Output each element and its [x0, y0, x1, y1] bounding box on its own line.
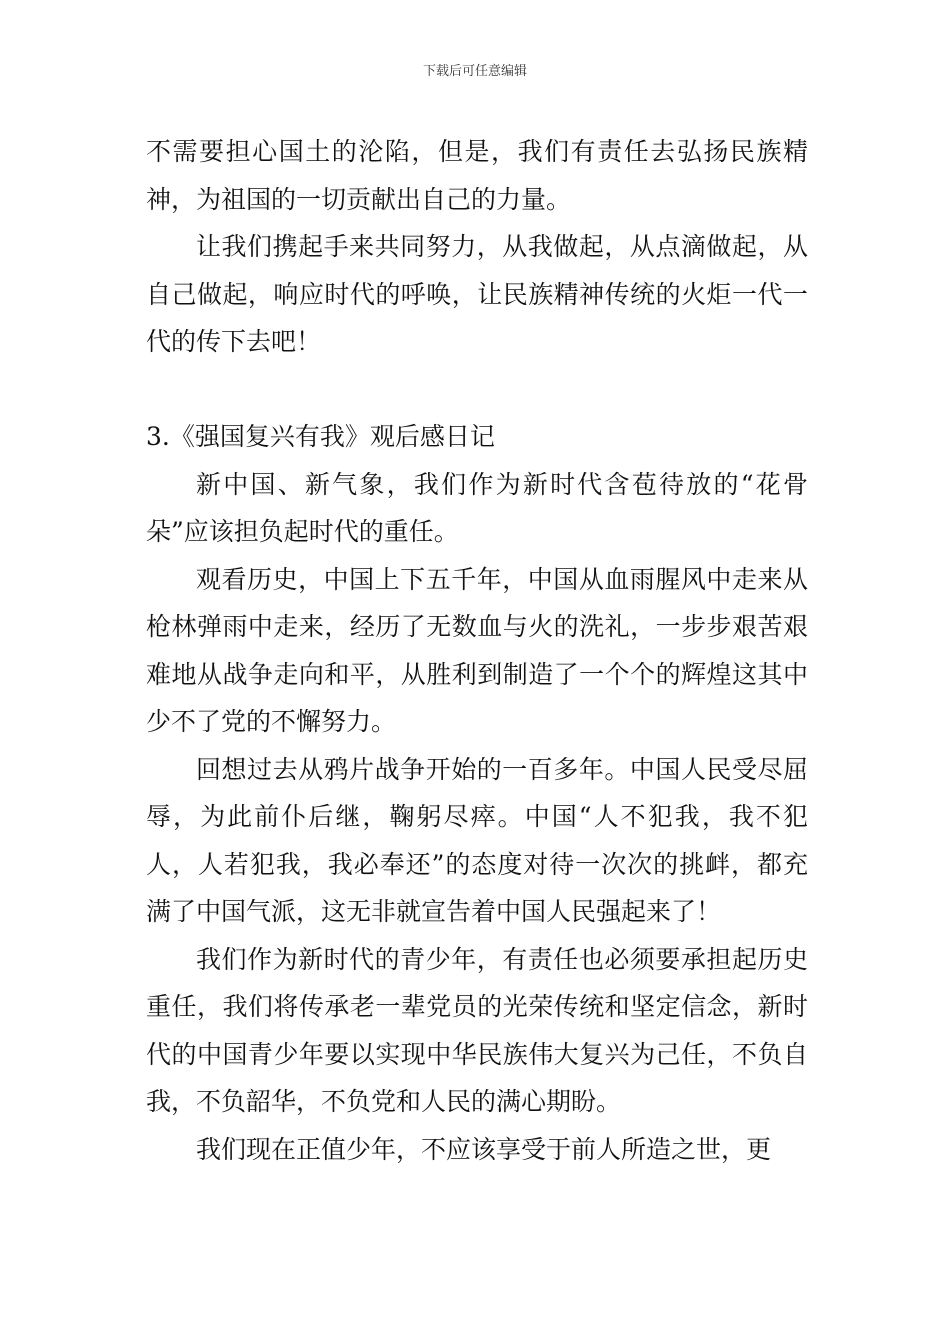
paragraph-recall-past: 回想过去从鸦片战争开始的一百多年。中国人民受尽屈辱，为此前仆后继，鞠躬尽瘁。中国“人不犯我，我不犯人，人若犯我，我必奉还”的态度对待一次次的挑衅，都充满了中国气派，这无非就宣告着中国人民强起来了！ — [146, 754, 808, 926]
page-header-note: 下载后可任意编辑 — [422, 64, 527, 79]
section-spacer — [146, 366, 808, 414]
paragraph-new-era: 新中国、新气象，我们作为新时代含苞待放的“花骨朵”应该担负起时代的重任。 — [146, 469, 808, 546]
paragraph-call-to-action: 让我们携起手来共同努力，从我做起，从点滴做起，从自己做起，响应时代的呼唤，让民族精神传统的火炬一代一代的传下去吧！ — [146, 232, 808, 356]
paragraph-continuation: 不需要担心国土的沦陷，但是，我们有责任去弘扬民族精神，为祖国的一切贡献出自己的力量。 — [146, 137, 808, 214]
paragraph-history: 观看历史，中国上下五千年，中国从血雨腥风中走来从枪林弹雨中走来，经历了无数血与火的洗礼，一步步艰苦艰难地从战争走向和平，从胜利到制造了一个个的辉煌这其中少不了党的不懈努力。 — [146, 564, 808, 736]
paragraph-youth-now: 我们现在正值少年，不应该享受于前人所造之世，更 — [196, 1134, 772, 1164]
document-body — [146, 128, 808, 1173]
section-title: 3.《强国复兴有我》观后感日记 — [146, 422, 495, 451]
paragraph-youth-responsibility: 我们作为新时代的青少年，有责任也必须要承担起历史重任，我们将传承老一辈党员的光荣传统和坚定信念，新时代的中国青少年要以实现中华民族伟大复兴为己任，不负自我，不负韶华，不负党和人民的满心期盼。 — [146, 944, 808, 1116]
